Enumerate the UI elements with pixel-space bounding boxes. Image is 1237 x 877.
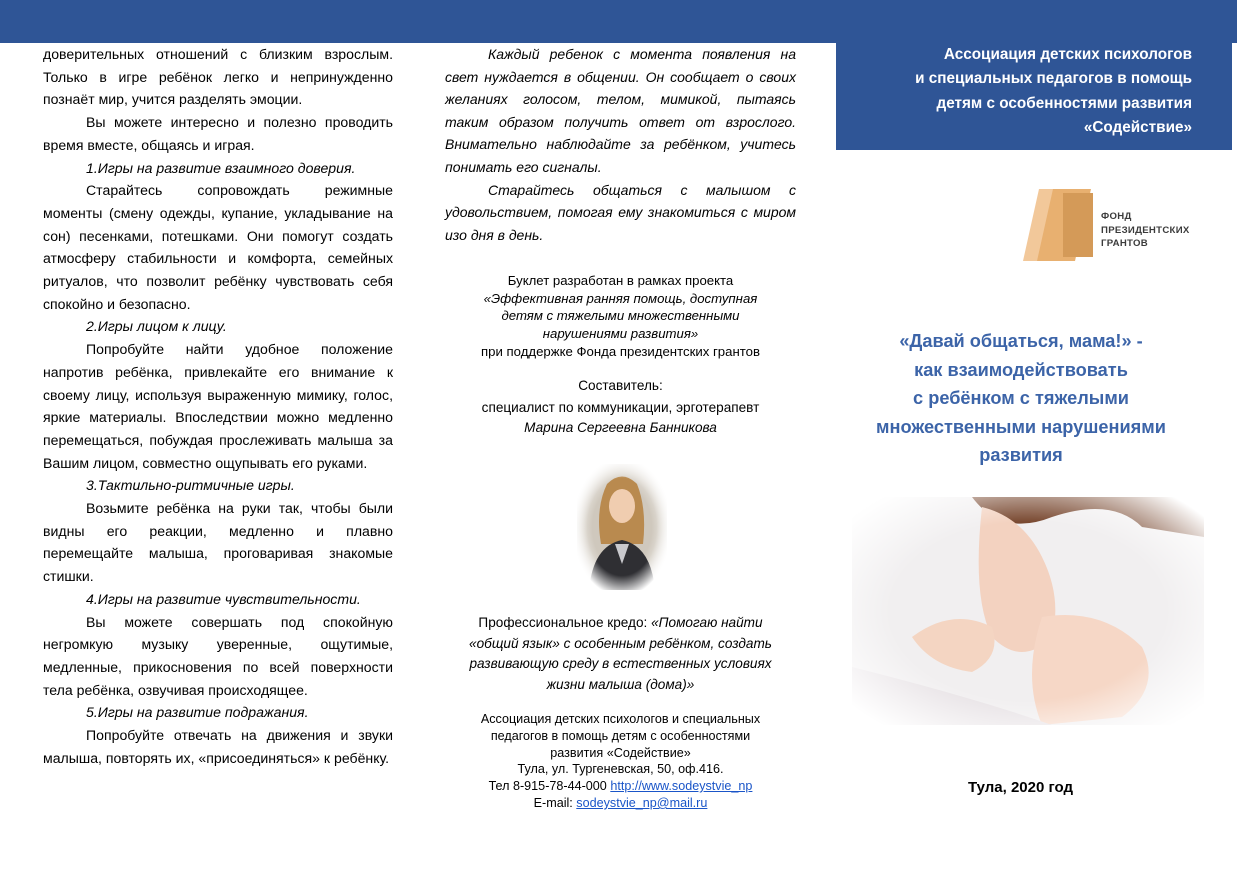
- middle-column: [445, 43, 796, 246]
- phone: Тел 8-915-78-44-000: [488, 779, 611, 794]
- booklet-line: Буклет разработан в рамках проекта: [507, 273, 734, 288]
- paragraph: Попробуйте найти удобное положение напротив ребёнка, привлекайте его внимание к своему лицу, используя выраженную мимику, голос, яркие материалы. Впоследствии можно медленно перемещаться, побуждая прослеживать малыша за Вашим лицом, совместно ощупывать его руками.: [43, 341, 393, 471]
- org-line: и специальных педагогов в помощь: [915, 70, 1192, 88]
- top-banner: [0, 0, 1237, 43]
- credo-block: [445, 613, 796, 695]
- compiler-role: специалист по коммуникации, эрготерапевт: [481, 400, 760, 415]
- mother-baby-photo: [852, 497, 1204, 725]
- organization-header: [836, 43, 1232, 150]
- logo-line: ГРАНТОВ: [1101, 238, 1148, 250]
- intro-text: [445, 43, 796, 246]
- logo-line: ПРЕЗИДЕНТСКИХ: [1101, 224, 1190, 236]
- email-label: E-mail:: [533, 795, 577, 810]
- project-name: «Эффективная ранняя помощь, доступная детям с тяжелыми множественными нарушениями развития»: [483, 290, 758, 342]
- section-heading: 2.Игры лицом к лицу.: [86, 318, 227, 335]
- email-line: [450, 795, 791, 812]
- title-line: как взаимодействовать: [914, 359, 1128, 380]
- compiler-info: [445, 375, 796, 437]
- compiler-label: Составитель:: [578, 378, 663, 393]
- credo-text: «Помогаю найти «общий язык» с особенным ребёнком, создать развивающую среду в естественных условиях жизни малыша (дома)»: [469, 615, 772, 692]
- credo-label: Профессиональное кредо:: [478, 615, 652, 630]
- section-heading: 1.Игры на развитие взаимного доверия.: [86, 159, 356, 176]
- paragraph: Возьмите ребёнка на руки так, чтобы были видны его реакции, медленно и плавно перемещайте малыша, проговаривая знакомые стишки.: [43, 500, 393, 585]
- paragraph: доверительных отношений с близким взрослым. Только в игре ребёнок легко и непринужденно познаёт мир, учится разделять эмоции.: [43, 46, 393, 108]
- email-link[interactable]: sodeystvie_np@mail.ru: [576, 795, 708, 810]
- org-name: Ассоциация детских психологов и специальных педагогов в помощь детям с особенностями развития «Содействие»: [480, 712, 761, 760]
- booklet-title: [836, 327, 1206, 470]
- fund-logo-text: [1101, 210, 1190, 251]
- org-line: «Содействие»: [1083, 119, 1192, 137]
- section-heading: 4.Игры на развитие чувствительности.: [86, 590, 361, 607]
- title-line: множественными нарушениями: [876, 416, 1166, 437]
- paragraph: Вы можете совершать под спокойную негромкую музыку уверенные, ощутимые, медленные, прикосновения по всей поверхности тела ребёнка, озвучивая происходящее.: [43, 613, 393, 698]
- paragraph: Вы можете интересно и полезно проводить время вместе, общаясь и играя.: [43, 114, 393, 153]
- section-heading: 3.Тактильно-ритмичные игры.: [86, 477, 295, 494]
- title-line: с ребёнком с тяжелыми: [913, 388, 1129, 409]
- paragraph: Старайтесь общаться с малышом с удовольствием, помогая ему знакомиться с миром изо дня в день.: [445, 181, 796, 243]
- title-line: развития: [979, 445, 1063, 466]
- phone-line: [450, 778, 791, 795]
- section-heading: 5.Игры на развитие подражания.: [86, 704, 309, 721]
- address: Тула, ул. Тургеневская, 50, оф.416.: [517, 762, 724, 777]
- title-line: «Давай общаться, мама!» -: [899, 331, 1143, 351]
- org-line: детям с особенностями развития: [936, 94, 1192, 112]
- support-line: при поддержке Фонда президентских грантов: [481, 343, 760, 359]
- paragraph: Попробуйте отвечать на движения и звуки малыша, повторять их, «присоединяться» к ребёнку.: [43, 727, 393, 766]
- logo-line: ФОНД: [1101, 211, 1132, 222]
- org-line: Ассоциация детских психологов: [943, 46, 1192, 63]
- paragraph: Старайтесь сопровождать режимные моменты (смену одежды, купание, укладывание на сон) песенками, потешками. Они помогут создать атмосферу стабильности и комфорта, семейных ритуалов, что позволит ребёнку чувствовать себя спокойно и безопасно.: [43, 182, 393, 312]
- city-year: Тула, 2020 год: [968, 779, 1074, 796]
- booklet-info: [445, 272, 796, 361]
- author-photo: [577, 464, 667, 590]
- contacts-block: [445, 711, 796, 812]
- left-column: [43, 43, 393, 770]
- website-link[interactable]: http://www.sodeystvie_np: [610, 779, 753, 794]
- paragraph: Каждый ребенок с момента появления на свет нуждается в общении. Он сообщает о своих желаниях голосом, телом, мимикой, пытаясь таким образом получить ответ от взрослого. Внимательно наблюдайте за ребёнком, учитесь понимать его сигналы.: [445, 46, 796, 175]
- compiler-name: Марина Сергеевна Банникова: [524, 420, 717, 435]
